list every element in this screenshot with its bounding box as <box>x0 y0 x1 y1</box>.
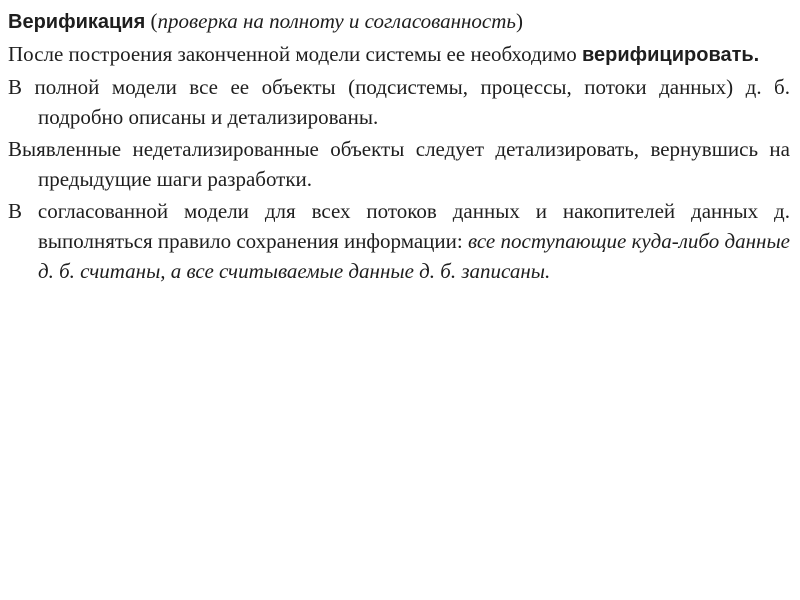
title-open-paren: ( <box>145 9 158 33</box>
paragraph-3-text: Выявленные недетализированные объекты следует детализировать, вернувшись на предыдущие шаги разработки. <box>8 137 790 191</box>
paragraph-1 <box>8 39 790 70</box>
paragraph-4-text: В согласованной модели для всех потоков данных и накопителей данных д. выполняться правило сохранения информации: <box>8 199 790 253</box>
title-italic: проверка на полноту и согласованность <box>157 9 516 33</box>
slide-title <box>8 6 790 37</box>
paragraph-4-italic: все поступающие куда-либо данные д. б. считаны, а все считываемые данные д. б. записаны. <box>38 229 790 283</box>
paragraph-4 <box>8 196 790 286</box>
paragraph-1-bold: верифицировать. <box>581 44 760 66</box>
paragraph-3 <box>8 134 790 194</box>
paragraph-2-text: В полной модели все ее объекты (подсистемы, процессы, потоки данных) д. б. подробно описаны и детализированы. <box>8 75 790 129</box>
title-close-paren: ) <box>515 9 523 33</box>
paragraph-2 <box>8 72 790 132</box>
paragraph-1-text: После построения законченной модели системы ее необходимо <box>8 42 582 66</box>
title-bold: Верификация <box>8 11 146 33</box>
